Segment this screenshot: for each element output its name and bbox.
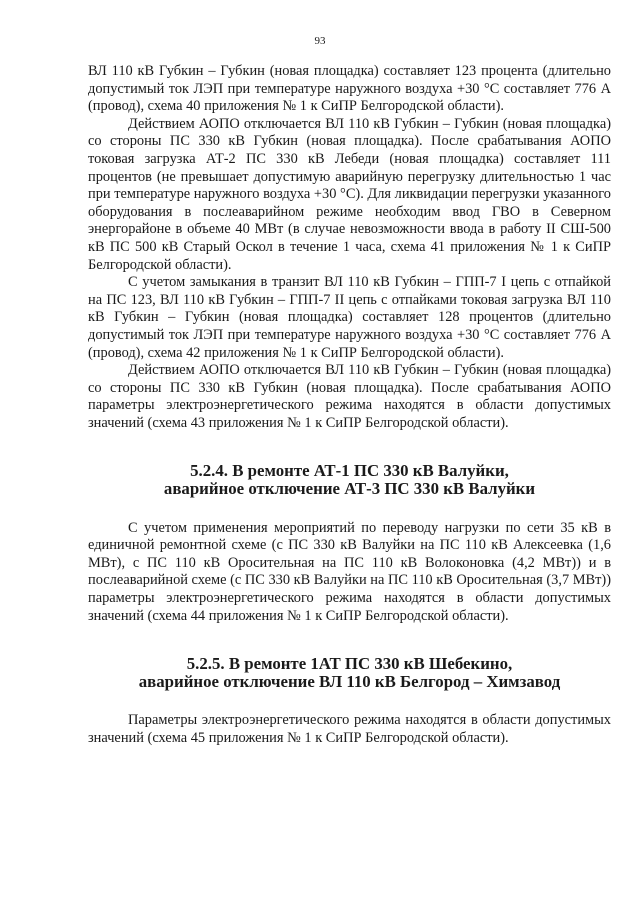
paragraph: Параметры электроэнергетического режима находятся в области допустимых значений (схема 45 приложения № 1 к СиПР Белгородской области). (88, 712, 611, 746)
paragraph: С учетом замыкания в транзит ВЛ 110 кВ Губкин – ГПП-7 I цепь с отпайкой на ПС 123, ВЛ 110 кВ Губкин – ГПП-7 II цепь с отпайками токовая загрузка ВЛ 110 кВ Губкин – Губкин (новая площадка) составляет 128 процентов (длительно допустимый ток ЛЭП при температуре наружного воздуха +30 °С составляет 776 А (провод), схема 42 приложения № 1 к СиПР Белгородской области). (88, 274, 611, 361)
paragraph-continuation: ВЛ 110 кВ Губкин – Губкин (новая площадка) составляет 123 процента (длительно допустимый ток ЛЭП при температуре наружного воздуха +30 °С составляет 776 А (провод), схема 40 приложения № 1 к СиПР Белгородской области). (88, 63, 611, 115)
paragraph: Действием АОПО отключается ВЛ 110 кВ Губкин – Губкин (новая площадка) со стороны ПС 330 кВ Губкин (новая площадка). После срабатывания АОПО токовая загрузка АТ-2 ПС 330 кВ Лебеди (новая площадка) составляет 111 процентов (не превышает допустимую аварийную перегрузку длительностью 1 час при температуре наружного воздуха +30 °С). Для ликвидации перегрузки указанного оборудования в послеаварийном режиме необходим ввод ГВО в Северном энергорайоне в объеме 40 МВт (в случае невозможности ввода в работу II СШ-500 кВ ПС 500 кВ Старый Оскол в течение 1 часа, схема 41 приложения № 1 к СиПР Белгородской области). (88, 115, 611, 273)
section-heading-line: аварийное отключение ВЛ 110 кВ Белгород – Химзавод (138, 671, 561, 691)
section-heading-5-2-5 (88, 655, 611, 690)
paragraph: Действием АОПО отключается ВЛ 110 кВ Губкин – Губкин (новая площадка) со стороны ПС 330 кВ Губкин (новая площадка). После срабатывания АОПО параметры электроэнергетического режима находятся в области допустимых значений (схема 43 приложения № 1 к СиПР Белгородской области). (88, 362, 611, 431)
section-heading-line: 5.2.4. В ремонте АТ-1 ПС 330 кВ Валуйки, (190, 461, 509, 481)
paragraph: С учетом применения мероприятий по переводу нагрузки по сети 35 кВ в единичной ремонтной схеме (с ПС 330 кВ Валуйки на ПС 110 кВ Алексеевка (1,6 МВт), с ПС 110 кВ Оросительная на ПС 110 кВ Волоконовка (4,2 МВт)) и в послеаварийной схеме (с ПС 330 кВ Валуйки на ПС 110 кВ Оросительная (3,7 МВт)) параметры электроэнергетического режима находятся в области допустимых значений (схема 44 приложения № 1 к СиПР Белгородской области). (88, 519, 612, 624)
section-heading-line: аварийное отключение АТ-3 ПС 330 кВ Валуйки (163, 479, 536, 499)
document-body (88, 63, 611, 748)
section-heading-line: 5.2.5. В ремонте 1АТ ПС 330 кВ Шебекино, (186, 654, 513, 674)
page-number: 93 (314, 35, 326, 47)
section-heading-5-2-4 (88, 462, 611, 497)
